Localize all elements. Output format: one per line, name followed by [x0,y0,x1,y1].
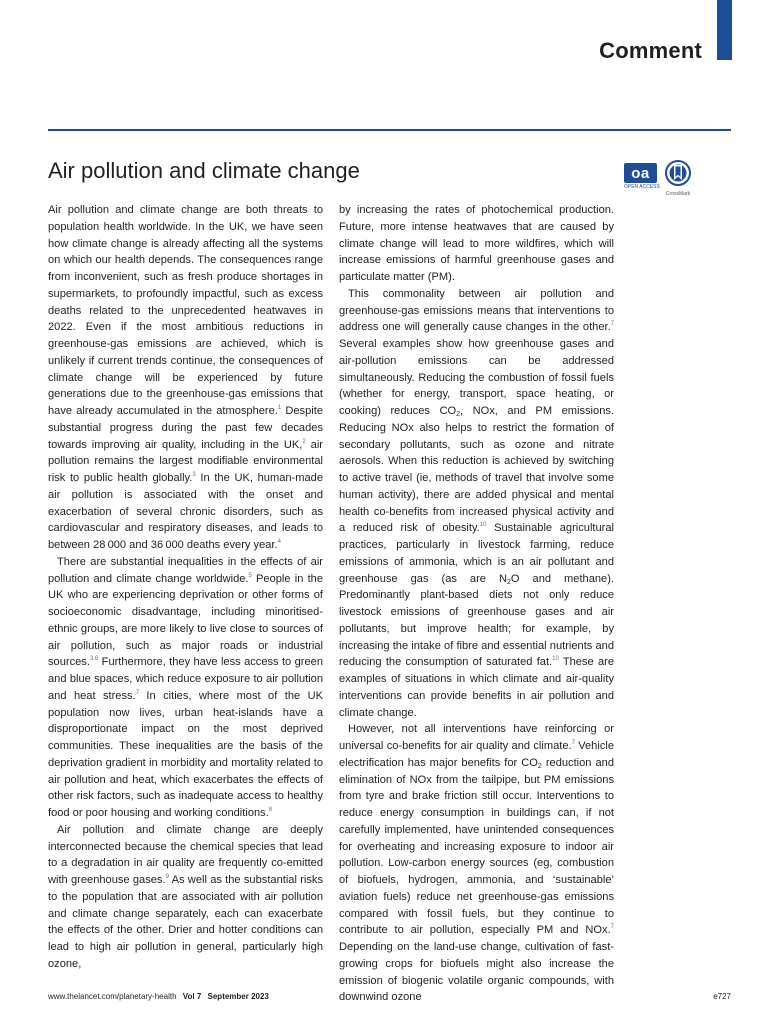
issue-date: September 2023 [207,992,269,1001]
reference[interactable]: 9 [165,874,169,880]
page-number: e727 [713,992,731,1001]
reference[interactable]: 7 [610,924,614,931]
crossmark-icon [665,160,691,186]
subscript: 2 [506,578,511,586]
footer-left [48,992,269,1001]
reference[interactable]: 5 [248,572,252,579]
left-column [48,202,323,973]
oa-caption: OPEN ACCESS [624,184,660,190]
accent-bar [717,0,732,60]
reference[interactable]: 10 [552,656,559,663]
paragraph: There are substantial inequalities in the effects of air pollution and climate change worldwide.$^5$ People in the UK who are experiencing deprivation or other forms of socioeconomic disadvantage, including minoritised-ethnic groups, are more likely to live close to sources of air pollution, such as major roads or industrial sources.$^{3,6}$ Furthermore, they have less access to green and blue spaces, which reduce exposure to air pollution and heat stress.$^7$ In cities, where most of the UK population now lives, urban heat-islands have a disproportionate impact on the most deprived communities. These inequalities are the basis of the deprivation gradient in morbidity and mortality related to air pollution and heat, which exacerbates the effects of other risk factors, such as inadequate access to healthy food or poor housing and working conditions.$^8$ [48,555,324,819]
reference[interactable]: 3,6 [89,656,99,663]
section-label: Comment [599,38,702,63]
reference[interactable]: 3 [192,472,196,478]
reference[interactable]: 7 [571,740,575,746]
reference[interactable]: 8 [268,807,273,813]
right-column [339,202,614,1006]
subscript: 2 [456,411,460,418]
volume: Vol 7 [182,992,202,1001]
oa-icon: oa [624,163,657,183]
header-rule [48,129,731,131]
reference[interactable]: 4 [277,539,281,545]
reference[interactable]: 10 [479,522,487,529]
open-access-badge[interactable] [624,163,660,191]
reference[interactable]: 1 [277,405,282,411]
paragraph: Air pollution and climate change are both threats to population health worldwide. In the UK, we have seen how climate change is already affecting all the systems on which our health depends. The consequences range from inconvenient, such as fresh produce shortages in supermarkets, to profoundly impactful, such as excess deaths related to the unprecedented heatwaves in 2022. Even if the most ambitious reductions in greenhouse-gas emissions are achieved, which is unlikely if current trends continue, the consequences of climate change will be experienced by future generations due to the greenhouse-gas emissions that have already accumulated in the atmosphere.$^1$ Despite substantial progress during the past few decades towards improving air quality, including in the UK,$^2$ air pollution remains the largest modifiable environmental risk to public health globally.$^3$ In the UK, human-made air pollution is associated with the onset and exacerbation of several chronic disorders, such as cardiovascular and respiratory diseases, and leads to between 28 000 and 36 000 deaths every year.$^4$ [48,204,323,551]
journal-url[interactable]: www.thelancet.com/planetary-health [48,992,177,1001]
paragraph: This commonality between air pollution and greenhouse-gas emissions means that interventions to address one will generally cause changes in the other.$^7$ Several examples show how greenhouse gases and air-pollution emissions can be addressed simultaneously. Reducing the combustion of fossil fuels (whether for energy, transport, space heating, or cooking) reduces $CO_2$, NOx, and PM emissions. Reducing NOx also helps to restrict the formation of secondary pollutants, such as ozone and nitrate aerosols. When this reduction is achieved by switching to active travel (ie, methods of travel that involve some human activity), there are added physical and mental health co-benefits from increased physical activity and a reduced risk of obesity.$^{10}$ Sustainable agricultural practices, particularly in livestock farming, reduce emissions of ammonia, which is an air pollutant and greenhouse gas (as are $N_2O$ and methane). Predominantly plant-based diets not only reduce livestock emissions of greenhouse gases and air pollutants, but improve health; for example, by increasing the intake of fibre and essential nutrients and reducing the consumption of saturated fat.$^{10}$ These are examples of situations in which climate and air-quality interventions can provide benefits in air pollution and climate change. [339,287,614,719]
crossmark-label: CrossMark [665,191,691,197]
crossmark-badge[interactable] [665,160,691,197]
reference[interactable]: 7 [135,689,139,696]
article-title: Air pollution and climate change [48,158,360,183]
reference[interactable]: 2 [302,438,306,445]
paragraph: Air pollution and climate change are deeply interconnected because the chemical species that lead to a degradation in air quality are frequently co-emitted with greenhouse gases.$^9$ As well as the substantial risks to the population that are associated with air pollution and climate change separately, each can exacerbate the effects of the other. Drier and hotter conditions can lead to high air pollution in general, particularly high ozone, [48,823,323,970]
subscript: 2 [537,762,542,770]
paragraph: by increasing the rates of photochemical production. Future, more intense heatwaves that are caused by climate change will lead to more wildfires, which will increase emissions of harmful greenhouse gases and particulate matter (PM). [339,204,614,283]
reference[interactable]: 7 [610,321,614,328]
paragraph: However, not all interventions have reinforcing or universal co-benefits for air quality and climate.$^7$ Vehicle electrification has major benefits for $CO_2$ reduction and elimination of NOx from the tailpipe, but PM emissions from tyre and brake friction still occur. Interventions to reduce energy consumption in buildings can, if not carefully implemented, have unintended consequences for overheating and increasing exposure to indoor air pollution. Low-carbon energy sources (eg, combustion of biofuels, hydrogen, ammonia, and ‘sustainable’ aviation fuels) reduce net greenhouse-gas emissions compared with fossil fuels, but they continue to contribute to air pollution, especially PM and NOx.$^7$ Depending on the land-use change, cultivation of fast-growing crops for biofuels might also increase the emission of biogenic volatile organic compounds, with downwind ozone [339,723,614,1004]
